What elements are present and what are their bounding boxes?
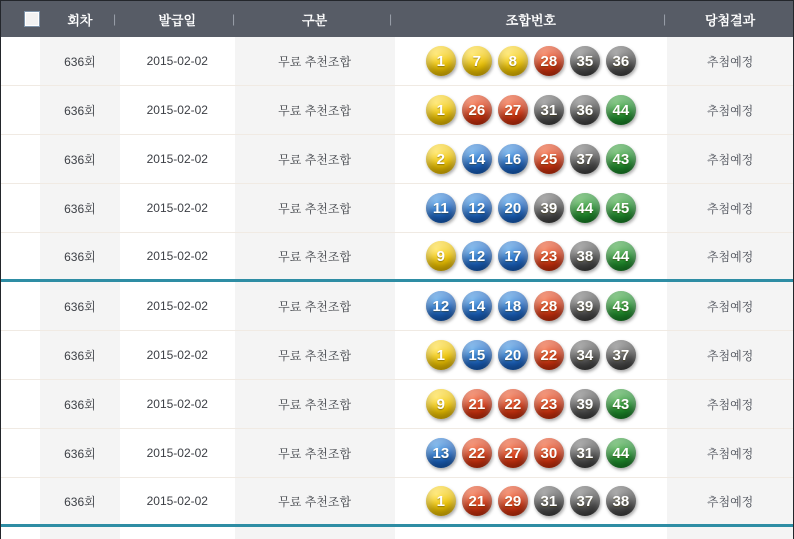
- header-separator: |: [113, 12, 117, 26]
- lotto-ball: 39: [570, 389, 600, 419]
- row-cell-issue-date: 2015-02-02: [120, 429, 235, 477]
- lotto-ball: 44: [606, 438, 636, 468]
- lotto-ball: 36: [570, 95, 600, 125]
- lotto-ball: 43: [606, 291, 636, 321]
- row-cell-round: 636회: [40, 429, 120, 477]
- column-label-result: 당첨결과: [704, 12, 756, 28]
- row-cell-category: 무료 추천조합: [235, 86, 395, 134]
- row-cell-result: 추첨예정: [667, 233, 793, 279]
- lotto-ball: 43: [606, 389, 636, 419]
- table-header: [1, 1, 793, 37]
- lotto-ball: 7: [462, 46, 492, 76]
- lotto-ball: 20: [498, 340, 528, 370]
- lotto-ball: 29: [498, 486, 528, 516]
- lotto-ball: 35: [570, 46, 600, 76]
- row-cell-issue-date: 2015-02-02: [120, 331, 235, 379]
- lotto-ball: 38: [570, 241, 600, 271]
- lotto-ball: 8: [498, 46, 528, 76]
- row-cell-issue-date: 2015-02-02: [120, 135, 235, 183]
- table-body: [1, 37, 793, 527]
- row-cell-result: 추첨예정: [667, 37, 793, 85]
- row-cell-checkbox: [1, 331, 40, 379]
- lotto-ball: 23: [534, 389, 564, 419]
- row-cell-result: 추첨예정: [667, 135, 793, 183]
- lotto-ball: 1: [426, 46, 456, 76]
- row-cell-category: 무료 추천조합: [235, 135, 395, 183]
- row-cell-issue-date: 2015-02-02: [120, 478, 235, 524]
- lotto-ball: 1: [426, 95, 456, 125]
- row-cell-result: 추첨예정: [667, 184, 793, 232]
- row-cell-numbers: [395, 135, 668, 183]
- row-cell-category: 무료 추천조합: [235, 380, 395, 428]
- lotto-ball: 31: [534, 486, 564, 516]
- lotto-ball: 30: [534, 438, 564, 468]
- lotto-ball: 17: [498, 241, 528, 271]
- row-cell-round: 636회: [40, 233, 120, 279]
- header-cell-category: [235, 1, 395, 37]
- row-cell-checkbox: [1, 478, 40, 524]
- lotto-ball: 22: [534, 340, 564, 370]
- lotto-ball: 43: [606, 144, 636, 174]
- row-cell-checkbox: [1, 282, 40, 330]
- lotto-ball: 23: [534, 241, 564, 271]
- row-cell-result: 추첨예정: [667, 282, 793, 330]
- row-cell-numbers: [395, 478, 668, 524]
- row-cell-result: 추첨예정: [667, 86, 793, 134]
- lotto-ball: 18: [498, 291, 528, 321]
- lotto-ball: 12: [426, 291, 456, 321]
- row-cell-round: 636회: [40, 380, 120, 428]
- table-row: [1, 282, 793, 331]
- row-cell-issue-date: 2015-02-02: [120, 184, 235, 232]
- row-cell-checkbox: [1, 233, 40, 279]
- lotto-ball: 21: [462, 486, 492, 516]
- lotto-ball: 9: [426, 389, 456, 419]
- row-cell-numbers: [395, 380, 668, 428]
- table-row: [1, 233, 793, 282]
- row-cell-issue-date: 2015-02-02: [120, 233, 235, 279]
- row-cell-numbers: [395, 86, 668, 134]
- lotto-ball: 22: [498, 389, 528, 419]
- header-separator: |: [663, 12, 667, 26]
- lotto-ball: 12: [462, 193, 492, 223]
- lotto-ball: 15: [462, 340, 492, 370]
- lotto-ball: 12: [462, 241, 492, 271]
- row-cell-checkbox: [1, 380, 40, 428]
- row-cell-issue-date: 2015-02-02: [120, 380, 235, 428]
- row-cell-numbers: [395, 282, 668, 330]
- lotto-ball: 22: [462, 438, 492, 468]
- header-cell-numbers: [395, 1, 668, 37]
- lotto-ball: 14: [462, 291, 492, 321]
- column-label-numbers: 조합번호: [505, 12, 556, 28]
- row-cell-issue-date: 2015-02-02: [120, 86, 235, 134]
- row-cell-numbers: [395, 233, 668, 279]
- lotto-ball: 27: [498, 438, 528, 468]
- lotto-ball: 21: [462, 389, 492, 419]
- header-cell-result: [667, 1, 793, 37]
- header-cell-checkbox: [1, 1, 40, 37]
- header-cell-issue-date: [120, 1, 235, 37]
- header-cell-round: [40, 1, 120, 37]
- row-cell-category: 무료 추천조합: [235, 233, 395, 279]
- lotto-ball: 37: [570, 144, 600, 174]
- lotto-ball: 45: [606, 193, 636, 223]
- lotto-ball: 39: [534, 193, 564, 223]
- table-row: [1, 135, 793, 184]
- row-cell-round: 636회: [40, 184, 120, 232]
- row-cell-checkbox: [1, 429, 40, 477]
- lotto-ball: 2: [426, 144, 456, 174]
- row-cell-category: 무료 추천조합: [235, 478, 395, 524]
- lotto-ball: 26: [462, 95, 492, 125]
- table-row: [1, 429, 793, 478]
- lotto-ball: 9: [426, 241, 456, 271]
- row-cell-category: 무료 추천조합: [235, 429, 395, 477]
- row-cell-category: 무료 추천조합: [235, 37, 395, 85]
- lotto-ball: 31: [570, 438, 600, 468]
- lotto-ball: 16: [498, 144, 528, 174]
- row-cell-issue-date: 2015-02-02: [120, 37, 235, 85]
- row-cell-issue-date: 2015-02-02: [120, 282, 235, 330]
- lotto-ball: 34: [570, 340, 600, 370]
- row-cell-numbers: [395, 331, 668, 379]
- column-label-round: 회차: [67, 12, 93, 28]
- row-cell-numbers: [395, 37, 668, 85]
- row-cell-result: 추첨예정: [667, 478, 793, 524]
- row-cell-numbers: [395, 184, 668, 232]
- lotto-ball: 38: [606, 486, 636, 516]
- row-cell-checkbox: [1, 86, 40, 134]
- table-row: [1, 37, 793, 86]
- row-cell-result: 추첨예정: [667, 380, 793, 428]
- partial-next-row: [1, 527, 793, 539]
- table-row: [1, 86, 793, 135]
- header-separator: |: [232, 12, 236, 26]
- lotto-ball: 13: [426, 438, 456, 468]
- row-cell-checkbox: [1, 135, 40, 183]
- lotto-ball: 44: [606, 95, 636, 125]
- lotto-ball: 27: [498, 95, 528, 125]
- lotto-ball: 28: [534, 46, 564, 76]
- lotto-ball: 39: [570, 291, 600, 321]
- table-row: [1, 478, 793, 527]
- column-label-issue-date: 발급일: [158, 12, 197, 28]
- row-cell-checkbox: [1, 184, 40, 232]
- lotto-ball: 1: [426, 486, 456, 516]
- lotto-ball: 20: [498, 193, 528, 223]
- lotto-ball: 44: [570, 193, 600, 223]
- lotto-ball: 28: [534, 291, 564, 321]
- row-cell-result: 추첨예정: [667, 331, 793, 379]
- row-cell-round: 636회: [40, 86, 120, 134]
- lotto-ball: 36: [606, 46, 636, 76]
- column-label-category: 구분: [302, 12, 328, 28]
- row-cell-category: 무료 추천조합: [235, 282, 395, 330]
- lotto-ball: 31: [534, 95, 564, 125]
- table-row: [1, 184, 793, 233]
- header-separator: |: [389, 12, 393, 26]
- row-cell-round: 636회: [40, 282, 120, 330]
- row-cell-round: 636회: [40, 37, 120, 85]
- row-cell-category: 무료 추천조합: [235, 331, 395, 379]
- lotto-ball: 25: [534, 144, 564, 174]
- lotto-ball: 14: [462, 144, 492, 174]
- row-cell-category: 무료 추천조합: [235, 184, 395, 232]
- lotto-ball: 1: [426, 340, 456, 370]
- select-all-checkbox[interactable]: [24, 11, 40, 27]
- lotto-ball: 37: [570, 486, 600, 516]
- lotto-ball: 44: [606, 241, 636, 271]
- row-cell-checkbox: [1, 37, 40, 85]
- row-cell-numbers: [395, 429, 668, 477]
- lotto-ball: 11: [426, 193, 456, 223]
- row-cell-round: 636회: [40, 135, 120, 183]
- table-row: [1, 380, 793, 429]
- row-cell-result: 추첨예정: [667, 429, 793, 477]
- table-row: [1, 331, 793, 380]
- row-cell-round: 636회: [40, 331, 120, 379]
- lotto-ball: 37: [606, 340, 636, 370]
- row-cell-round: 636회: [40, 478, 120, 524]
